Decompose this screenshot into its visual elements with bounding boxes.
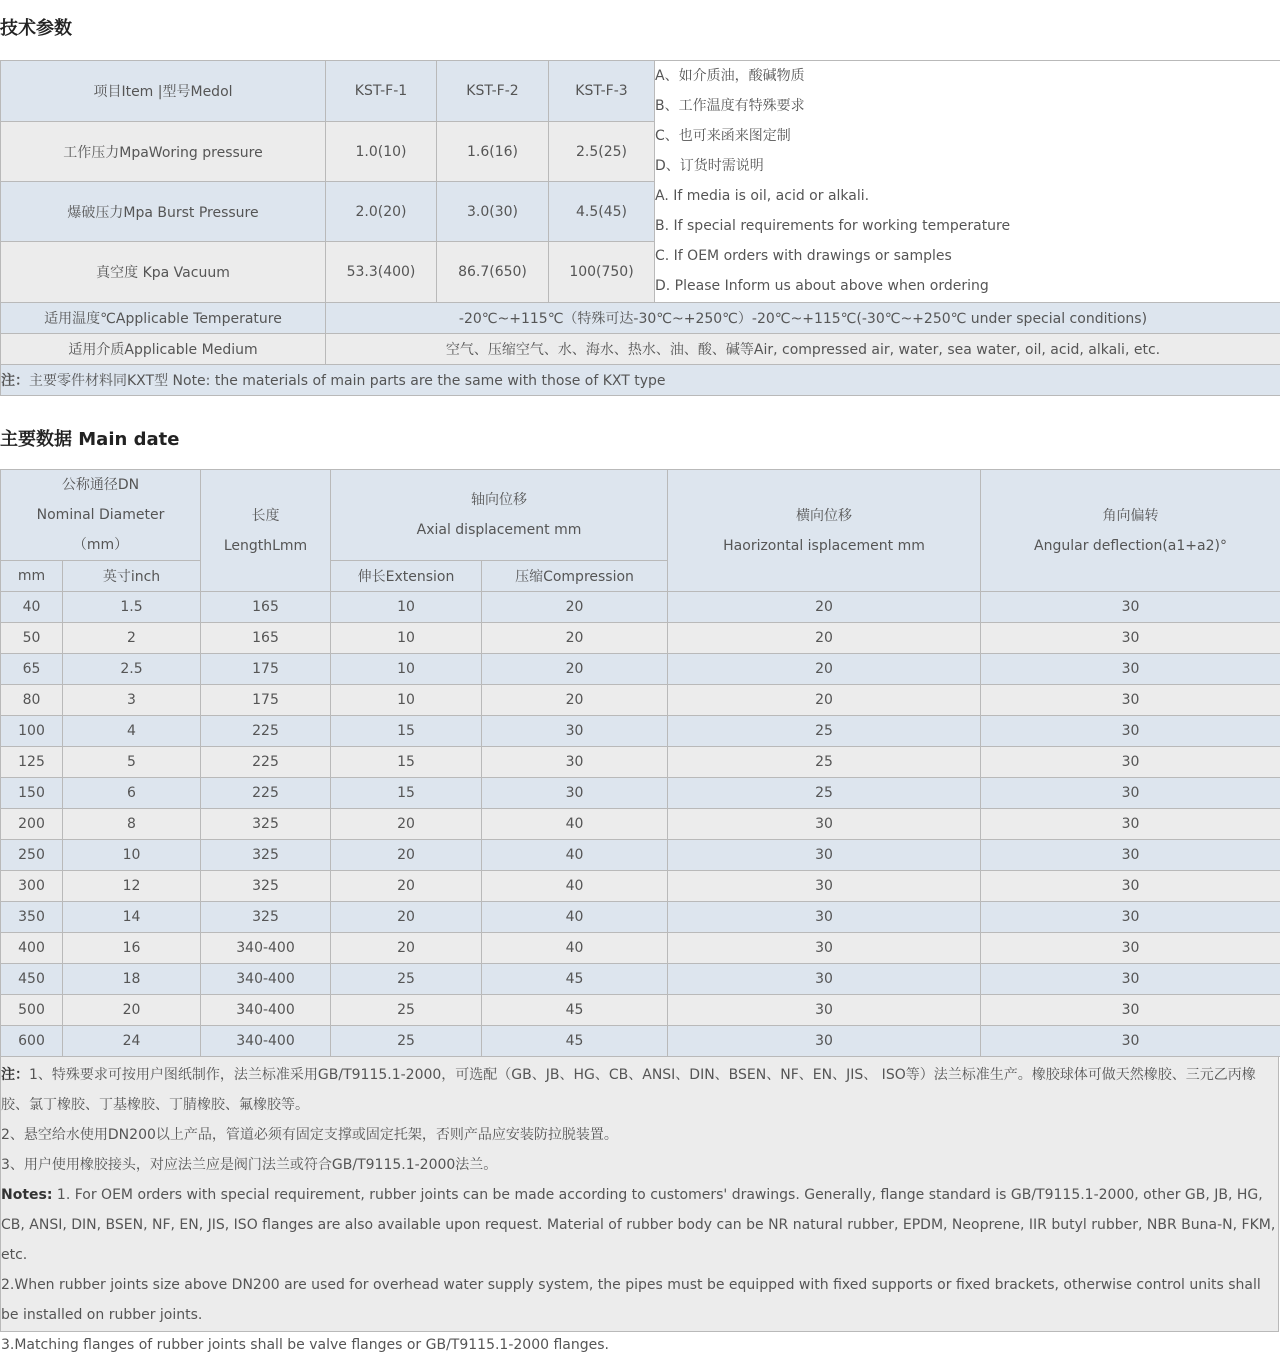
- cell-compression: 40: [482, 933, 668, 964]
- cell-length: 225: [201, 716, 331, 747]
- header-mm: mm: [1, 561, 63, 592]
- header-line: Haorizontal isplacement mm: [668, 531, 980, 561]
- cell-length: 340-400: [201, 933, 331, 964]
- tech-medium-row: [1, 334, 1280, 365]
- header-length: [201, 470, 331, 592]
- cell-angular: 30: [981, 995, 1280, 1026]
- cell-length: 340-400: [201, 964, 331, 995]
- header-line: 轴向位移: [331, 485, 667, 515]
- header-line: 横向位移: [668, 501, 980, 531]
- note-text: 1. For OEM orders with special requirement, rubber joints can be made according to customers' drawings. Generally, flange standard is GB/T9115.1-2000, other GB, JB, HG, CB, ANSI, DIN, BSEN, NF, EN, JIS, ISO flanges are also available upon request. Material of rubber body can be NR natural rubber, EPDM, Neoprene, IIR butyl rubber, NBR Buna-N, FKM, etc.: [1, 1187, 1275, 1263]
- cell-compression: 20: [482, 623, 668, 654]
- cell-dn-inch: 2.5: [63, 654, 201, 685]
- cell-dn-mm: 50: [1, 623, 63, 654]
- temp-value: -20℃~+115℃（特殊可达-30℃~+250℃）-20℃~+115℃(-30℃~+250℃ under special conditions): [326, 303, 1280, 334]
- cell-dn-mm: 500: [1, 995, 63, 1026]
- cell-angular: 30: [981, 747, 1280, 778]
- note-cn-1: [1, 1060, 1278, 1120]
- note-text: 主要零件材料同KXT型 Note: the materials of main parts are the same with those of KXT type: [29, 373, 666, 389]
- tech-cell: 1.0(10): [326, 122, 437, 182]
- cell-lateral: 20: [668, 592, 981, 623]
- side-note: B、工作温度有特殊要求: [655, 91, 1280, 121]
- cell-lateral: 25: [668, 716, 981, 747]
- cell-angular: 30: [981, 654, 1280, 685]
- cell-extension: 20: [331, 809, 482, 840]
- cell-lateral: 30: [668, 840, 981, 871]
- cell-angular: 30: [981, 592, 1280, 623]
- tech-cell: 3.0(30): [437, 182, 549, 242]
- cell-dn-inch: 4: [63, 716, 201, 747]
- cell-compression: 40: [482, 871, 668, 902]
- cell-lateral: 30: [668, 1026, 981, 1057]
- side-note: D. Please Inform us about above when ordering: [655, 271, 1280, 301]
- cell-compression: 20: [482, 685, 668, 716]
- header-line: 角向偏转: [981, 501, 1280, 531]
- tech-note: [1, 365, 1280, 396]
- cell-extension: 25: [331, 964, 482, 995]
- tech-header-row: [1, 61, 1280, 122]
- table-row: [1, 654, 1280, 685]
- cell-lateral: 30: [668, 964, 981, 995]
- note-cn-2: 2、悬空给水使用DN200以上产品，管道必须有固定支撑或固定托架，否则产品应安装防拉脱装置。: [1, 1120, 1278, 1150]
- tech-temp-row: [1, 303, 1280, 334]
- tech-side-notes: [655, 61, 1280, 303]
- cell-dn-inch: 24: [63, 1026, 201, 1057]
- cell-dn-inch: 14: [63, 902, 201, 933]
- cell-extension: 20: [331, 902, 482, 933]
- cell-compression: 45: [482, 964, 668, 995]
- header-line: 长度: [201, 501, 330, 531]
- table-row: [1, 809, 1280, 840]
- table-row: [1, 840, 1280, 871]
- cell-length: 325: [201, 871, 331, 902]
- side-note: B. If special requirements for working temperature: [655, 211, 1280, 241]
- table-row: [1, 1026, 1280, 1057]
- cell-extension: 25: [331, 995, 482, 1026]
- cell-length: 225: [201, 778, 331, 809]
- tech-header-model: KST-F-1: [326, 61, 437, 122]
- header-angular: [981, 470, 1280, 592]
- header-line: 公称通径DN: [1, 470, 200, 500]
- cell-extension: 25: [331, 1026, 482, 1057]
- cell-dn-inch: 2: [63, 623, 201, 654]
- table-row: [1, 933, 1280, 964]
- cell-extension: 10: [331, 623, 482, 654]
- cell-length: 325: [201, 809, 331, 840]
- cell-dn-inch: 1.5: [63, 592, 201, 623]
- cell-extension: 10: [331, 685, 482, 716]
- tech-note-row: [1, 365, 1280, 396]
- note-text: 1、特殊要求可按用户图纸制作，法兰标准采用GB/T9115.1-2000，可选配（GB、JB、HG、CB、ANSI、DIN、BSEN、NF、EN、JIS、 ISO等）法兰标准生产。橡胶球体可做天然橡胶、三元乙丙橡胶、氯丁橡胶、丁基橡胶、丁腈橡胶、氟橡胶等。: [1, 1067, 1256, 1113]
- header-inch: 英寸inch: [63, 561, 201, 592]
- note-en-3: 3.Matching flanges of rubber joints shall be valve flanges or GB/T9115.1-2000 flanges.: [1, 1330, 1278, 1360]
- tech-params-table: [0, 60, 1280, 396]
- cell-angular: 30: [981, 840, 1280, 871]
- cell-dn-inch: 20: [63, 995, 201, 1026]
- tech-row-label: 爆破压力Mpa Burst Pressure: [1, 182, 326, 242]
- table-row: [1, 716, 1280, 747]
- tech-row-label: 工作压力MpaWoring pressure: [1, 122, 326, 182]
- table-row: [1, 995, 1280, 1026]
- table-row: [1, 747, 1280, 778]
- cell-extension: 15: [331, 778, 482, 809]
- cell-dn-inch: 6: [63, 778, 201, 809]
- cell-angular: 30: [981, 933, 1280, 964]
- cell-dn-mm: 300: [1, 871, 63, 902]
- cell-angular: 30: [981, 685, 1280, 716]
- cell-dn-mm: 40: [1, 592, 63, 623]
- cell-compression: 45: [482, 995, 668, 1026]
- cell-length: 175: [201, 654, 331, 685]
- cell-compression: 30: [482, 747, 668, 778]
- cell-compression: 45: [482, 1026, 668, 1057]
- tech-cell: 86.7(650): [437, 242, 549, 303]
- note-en-2: 2.When rubber joints size above DN200 are used for overhead water supply system, the pipes must be equipped with fixed supports or fixed brackets, otherwise control units shall be installed on rubber joints.: [1, 1270, 1278, 1330]
- header-compression: 压缩Compression: [482, 561, 668, 592]
- cell-angular: 30: [981, 902, 1280, 933]
- cell-dn-inch: 18: [63, 964, 201, 995]
- table-row: [1, 623, 1280, 654]
- tech-header-item: 项目Item |型号Medol: [1, 61, 326, 122]
- tech-cell: 4.5(45): [549, 182, 655, 242]
- cell-compression: 30: [482, 716, 668, 747]
- cell-compression: 40: [482, 809, 668, 840]
- header-axial: [331, 470, 668, 561]
- tech-cell: 2.5(25): [549, 122, 655, 182]
- cell-dn-mm: 600: [1, 1026, 63, 1057]
- cell-extension: 10: [331, 654, 482, 685]
- cell-dn-mm: 125: [1, 747, 63, 778]
- main-data-table: [0, 469, 1280, 1057]
- cell-dn-mm: 65: [1, 654, 63, 685]
- cell-angular: 30: [981, 1026, 1280, 1057]
- cell-length: 340-400: [201, 1026, 331, 1057]
- section-heading-main: 主要数据 Main date: [0, 425, 179, 451]
- note-bold-label: 注：: [1, 1067, 29, 1083]
- cell-dn-mm: 350: [1, 902, 63, 933]
- cell-dn-mm: 450: [1, 964, 63, 995]
- cell-dn-inch: 12: [63, 871, 201, 902]
- cell-lateral: 25: [668, 747, 981, 778]
- side-note: A、如介质油，酸碱物质: [655, 61, 1280, 91]
- table-row: [1, 592, 1280, 623]
- table-row: [1, 685, 1280, 716]
- cell-lateral: 25: [668, 778, 981, 809]
- cell-compression: 40: [482, 902, 668, 933]
- cell-extension: 20: [331, 840, 482, 871]
- cell-dn-mm: 150: [1, 778, 63, 809]
- tech-header-model: KST-F-3: [549, 61, 655, 122]
- cell-dn-inch: 5: [63, 747, 201, 778]
- cell-dn-mm: 400: [1, 933, 63, 964]
- table-row: [1, 902, 1280, 933]
- header-line: Axial displacement mm: [331, 515, 667, 545]
- section-heading-tech: 技术参数: [0, 14, 72, 40]
- main-table-body: [1, 592, 1280, 1057]
- cell-angular: 30: [981, 716, 1280, 747]
- cell-length: 165: [201, 623, 331, 654]
- cell-compression: 40: [482, 840, 668, 871]
- cell-compression: 20: [482, 592, 668, 623]
- cell-extension: 15: [331, 716, 482, 747]
- header-line: Nominal Diameter: [1, 500, 200, 530]
- cell-lateral: 20: [668, 654, 981, 685]
- header-extension: 伸长Extension: [331, 561, 482, 592]
- tech-cell: 100(750): [549, 242, 655, 303]
- side-note: C. If OEM orders with drawings or samples: [655, 241, 1280, 271]
- cell-dn-mm: 250: [1, 840, 63, 871]
- cell-lateral: 30: [668, 809, 981, 840]
- header-line: LengthLmm: [201, 531, 330, 561]
- cell-dn-inch: 16: [63, 933, 201, 964]
- medium-value: 空气、压缩空气、水、海水、热水、油、酸、碱等Air, compressed air, water, sea water, oil, acid, alkali, etc.: [326, 334, 1280, 365]
- cell-length: 340-400: [201, 995, 331, 1026]
- cell-lateral: 30: [668, 933, 981, 964]
- tech-cell: 1.6(16): [437, 122, 549, 182]
- note-en-1: [1, 1180, 1278, 1270]
- header-nominal-diameter: [1, 470, 201, 561]
- temp-label: 适用温度℃Applicable Temperature: [1, 303, 326, 334]
- cell-dn-inch: 3: [63, 685, 201, 716]
- cell-lateral: 20: [668, 685, 981, 716]
- cell-length: 165: [201, 592, 331, 623]
- tech-cell: 2.0(20): [326, 182, 437, 242]
- cell-lateral: 30: [668, 995, 981, 1026]
- cell-extension: 20: [331, 871, 482, 902]
- side-note: D、订货时需说明: [655, 151, 1280, 181]
- cell-length: 325: [201, 840, 331, 871]
- tech-row-label: 真空度 Kpa Vacuum: [1, 242, 326, 303]
- table-row: [1, 871, 1280, 902]
- cell-extension: 10: [331, 592, 482, 623]
- cell-lateral: 30: [668, 871, 981, 902]
- tech-cell: 53.3(400): [326, 242, 437, 303]
- medium-label: 适用介质Applicable Medium: [1, 334, 326, 365]
- cell-lateral: 30: [668, 902, 981, 933]
- tech-header-model: KST-F-2: [437, 61, 549, 122]
- header-lateral: [668, 470, 981, 592]
- cell-length: 225: [201, 747, 331, 778]
- cell-compression: 20: [482, 654, 668, 685]
- side-note: C、也可来函来图定制: [655, 121, 1280, 151]
- cell-extension: 20: [331, 933, 482, 964]
- notes-block: [0, 1057, 1279, 1332]
- note-cn-3: 3、用户使用橡胶接头，对应法兰应是阀门法兰或符合GB/T9115.1-2000法兰。: [1, 1150, 1278, 1180]
- cell-angular: 30: [981, 623, 1280, 654]
- header-line: Angular deflection(a1+a2)°: [981, 531, 1280, 561]
- table-row: [1, 964, 1280, 995]
- cell-angular: 30: [981, 809, 1280, 840]
- cell-dn-mm: 100: [1, 716, 63, 747]
- cell-length: 175: [201, 685, 331, 716]
- header-line: （mm）: [1, 530, 200, 560]
- cell-compression: 30: [482, 778, 668, 809]
- cell-angular: 30: [981, 871, 1280, 902]
- cell-dn-inch: 10: [63, 840, 201, 871]
- cell-dn-mm: 80: [1, 685, 63, 716]
- note-bold-label: Notes:: [1, 1187, 52, 1203]
- cell-dn-mm: 200: [1, 809, 63, 840]
- table-row: [1, 778, 1280, 809]
- cell-angular: 30: [981, 964, 1280, 995]
- side-note: A. If media is oil, acid or alkali.: [655, 181, 1280, 211]
- cell-angular: 30: [981, 778, 1280, 809]
- main-header-row: [1, 470, 1280, 561]
- cell-dn-inch: 8: [63, 809, 201, 840]
- cell-length: 325: [201, 902, 331, 933]
- cell-extension: 15: [331, 747, 482, 778]
- note-bold-label: 注：: [1, 373, 29, 389]
- cell-lateral: 20: [668, 623, 981, 654]
